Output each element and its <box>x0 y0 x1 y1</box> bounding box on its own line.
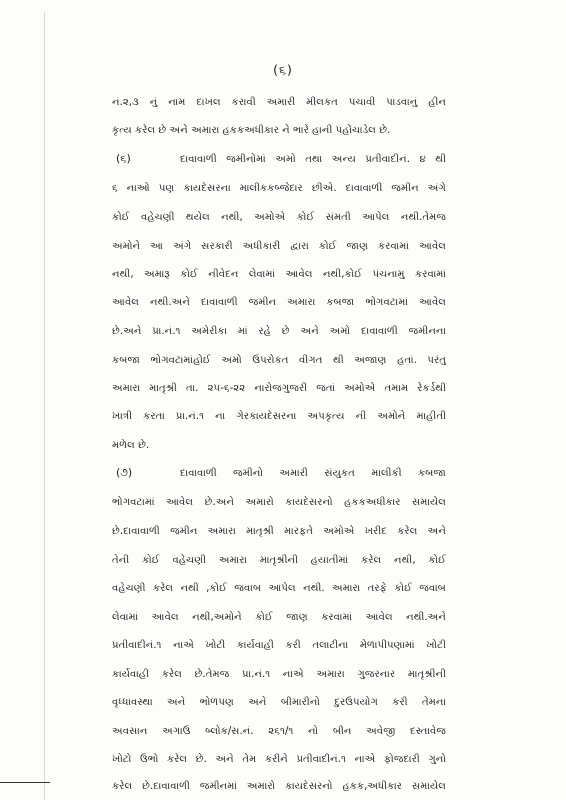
text-line: કબજા ભોગવટામાંહોઈ અમો ઉપરોકત વીગત થી અજાણ હતાં. પરંતુ <box>112 355 446 366</box>
text-line: લેવામાં આવેલ નથી,અમોને કોઈ જાણ કરવામાં આવેલ નથી.અને <box>112 612 446 623</box>
text-line: આવેલ નથી.અને દાવાવાળી જમીન અમારા કબજા ભોગવટામાં આવેલ <box>112 297 446 308</box>
text-line: અમારા માતૃશ્રી તા. ૨૫-૬-૨૨ નારોજગુજરી જતાં અમોએ તમામ રેકર્ડથી <box>112 383 446 394</box>
text-line: ખોટો ઉભો કરેલ છે. અને તેમ કરીને પ્રતીવાદીનં.૧ નાએ ફોજદારી ગુનો <box>112 754 446 765</box>
text-line: અમોને આ અંગે સરકારી અધીકારી દ્વારા કોઈ જાણ કરવામાં આવેલ <box>112 241 446 252</box>
text-line: પ્રતીવાદીનં.૧ નાએ ખોટી કાર્યવાહી કરી તલાટીના મેળાપીપણામાં ખોટી <box>112 640 446 651</box>
text-line: છે.અને પ્રા.નં.૧ અમેરીકા માં રહે છે અને અમો દાવાવાળી જમીનના <box>112 326 446 337</box>
text-line: નં.૨,૩ નું નામ દાખલ કરાવી અમારી મીલકત પચાવી પાડવાનું હીન <box>112 97 446 108</box>
text-line: કાર્યવાહી કરેલ છે.તેમજ પ્રા.નં.૧ નાએ અમારા ગુજરનાર માતૃશ્રીની <box>112 669 446 680</box>
text-line: અવસાન અગાઉ બ્લોક/સ.નં. ૨૬૧/૧ નો બીન અવેજી દસ્તાવેજ <box>112 726 446 737</box>
text-line: ૬ નાઓ પણ કાયદેસરના માલીકકબ્જેદાર છીએ. દાવાવાળી જમીન અંગે <box>112 183 446 194</box>
page-number: (૬) <box>273 62 293 77</box>
text-line: વહેચણી કરેલ નથી ,કોઈ જવાબ આપેલ નથી. અમારા તરફે કોઈ જવાબ <box>112 583 446 594</box>
text-line: છે.દાવાવાળી જમીન અમારા માતૃશ્રી મારફતે અમોએ ખરીદ કરેલ અને <box>112 526 446 537</box>
text-line: નથી, અમારૂ કોઈ નીવેદન લેવામાં આવેલ નથી,કોઈ પંચનામુ કરવામાં <box>112 269 446 280</box>
bottom-rule <box>0 782 50 783</box>
text-line: કૃત્ય કરેલ છે અને અમારા હકકઅધીકાર ને ભારે હાની પહોંચાડેલ છે. <box>112 125 391 136</box>
text-line: તેની કોઈ વહેચણી અમારા માતૃશ્રીની હયાતીમાં કરેલ નથી, કોઈ <box>112 555 446 566</box>
text-line: કોઈ વહેચણી થયેલ નથી, અમોએ કોઈ સંમતી આપેલ નથી.તેમજ <box>112 212 446 223</box>
paragraph-number: (૭) <box>116 466 133 479</box>
text-line: વૃધ્ધાવસ્થા અને ભોળપણ અને બીમારીનો દુરઉપયોગ કરી તેમના <box>112 697 446 708</box>
paragraph-number: (૬) <box>116 152 131 165</box>
text-line: ભોગવટામાં આવેલ છે.અને અમારો કાયદેસરનો હકકઅધીકાર સમાયેલ <box>112 497 446 508</box>
text-line: ખાત્રી કરતા પ્રા.નં.૧ ના ગેરકાયદેસરના અપકૃત્ય ની અમોને માહીતી <box>112 411 446 422</box>
text-line: કરેલ છે.દાવાવાળી જમીનમાં અમારો કાયદેસરનો હકક,અધીકાર સમાયેલ <box>112 781 446 792</box>
text-line: દાવાવાળી જમીનો અમારી સંયુકત માલીકી કબજા <box>180 468 446 479</box>
text-line: મળેલ છે. <box>112 440 150 451</box>
text-line: દાવાવાળી જમીનોમાં અમો તથા અન્ય પ્રતીવાદીનં. ૪ થી <box>180 154 446 165</box>
